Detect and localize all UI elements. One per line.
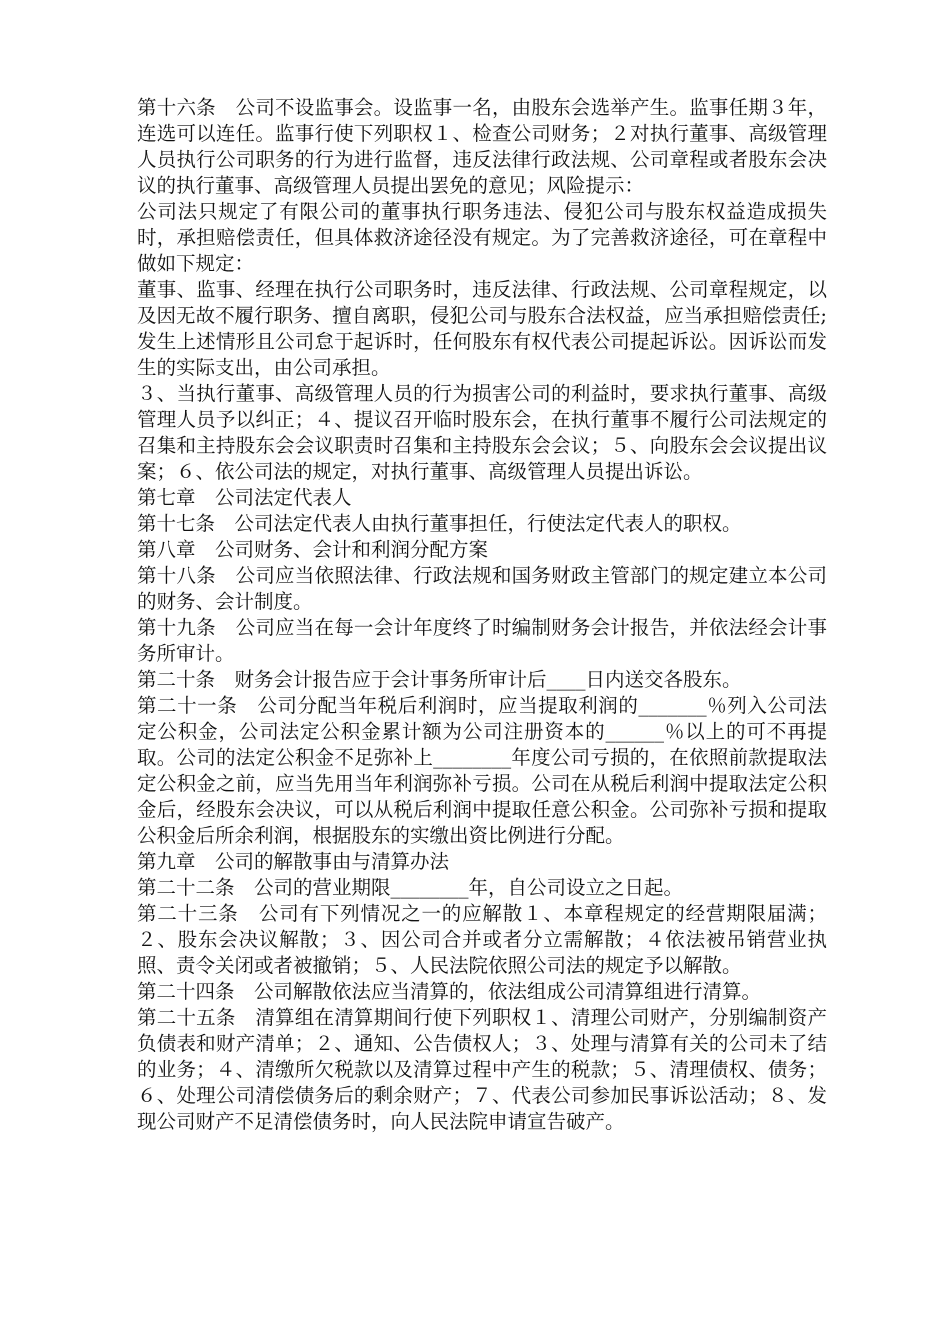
article-25-paragraph: 第二十五条 清算组在清算期间行使下列职权１、清理公司财产，分别编制资产负债表和财产清单；２、通知、公告债权人；３、处理与清算有关的公司未了结的业务；４、清缴所欠税款以及清算过程中产生的税款；５、清理债权、债务；６、处理公司清偿债务后的剩余财产；７、代表公司参加民事诉讼活动；８、发现公司财产不足清偿债务时，向人民法院申请宣告破产。 — [137, 1006, 827, 1133]
article-20-paragraph: 第二十条 财务会计报告应于会计事务所审计后____日内送交各股东。 — [137, 668, 742, 691]
article-23-paragraph: 第二十三条 公司有下列情况之一的应解散１、本章程规定的经营期限届满；２、股东会决议解散；３、因公司合并或者分立需解散；４依法被吊销营业执照、责令关闭或者被撤销；５、人民法院依照公司法的规定予以解散。 — [137, 902, 827, 977]
chapter-9-heading: 第九章 公司的解散事由与清算办法 — [137, 850, 450, 873]
article-19-paragraph: 第十九条 公司应当在每一会计年度终了时编制财务会计报告，并依法经会计事务所审计。 — [137, 616, 827, 665]
article-17-paragraph: 第十七条 公司法定代表人由执行董事担任，行使法定代表人的职权。 — [137, 512, 742, 535]
article-22-paragraph: 第二十二条 公司的营业期限________年，自公司设立之日起。 — [137, 876, 684, 899]
document-page — [137, 95, 827, 1135]
article-21-paragraph: 第二十一条 公司分配当年税后利润时，应当提取利润的_______％列入公司法定公积金，公司法定公积金累计额为公司注册资本的______％以上的可不再提取。公司的法定公积金不足弥补上________年度公司亏损的，在依照前款提取法定公积金之前，应当先用当年利润弥补亏损。公司在从税后利润中提取法定公积金后，经股东会决议，可以从税后利润中提取任意公积金。公司弥补亏损和提取公积金后所余利润，根据股东的实缴出资比例进行分配。 — [137, 694, 827, 847]
suggested-clause-paragraph: 董事、监事、经理在执行公司职务时，违反法律、行政法规、公司章程规定，以及因无故不履行职务、擅自离职，侵犯公司与股东合法权益，应当承担赔偿责任;发生上述情形且公司怠于起诉时，任何股东有权代表公司提起诉讼。因诉讼而发生的实际支出，由公司承担。 — [137, 278, 827, 379]
article-16-paragraph: 第十六条 公司不设监事会。设监事一名，由股东会选举产生。监事任期３年，连选可以连任。监事行使下列职权１、检查公司财务；２对执行董事、高级管理人员执行公司职务的行为进行监督，违反法律行政法规、公司章程或者股东会决议的执行董事、高级管理人员提出罢免的意见；风险提示： — [137, 96, 827, 197]
chapter-8-heading: 第八章 公司财务、会计和利润分配方案 — [137, 538, 489, 561]
supervisor-powers-paragraph: ３、当执行董事、高级管理人员的行为损害公司的利益时，要求执行董事、高级管理人员予以纠正；４、提议召开临时股东会，在执行董事不履行公司法规定的召集和主持股东会会议职责时召集和主持股东会会议；５、向股东会会议提出议案；６、依公司法的规定，对执行董事、高级管理人员提出诉讼。 — [137, 382, 827, 483]
chapter-7-heading: 第七章 公司法定代表人 — [137, 486, 352, 509]
risk-note-paragraph: 公司法只规定了有限公司的董事执行职务违法、侵犯公司与股东权益造成损失时，承担赔偿责任，但具体救济途径没有规定。为了完善救济途径，可在章程中做如下规定： — [137, 200, 827, 275]
article-24-paragraph: 第二十四条 公司解散依法应当清算的，依法组成公司清算组进行清算。 — [137, 980, 762, 1003]
article-18-paragraph: 第十八条 公司应当依照法律、行政法规和国务财政主管部门的规定建立本公司的财务、会计制度。 — [137, 564, 827, 613]
